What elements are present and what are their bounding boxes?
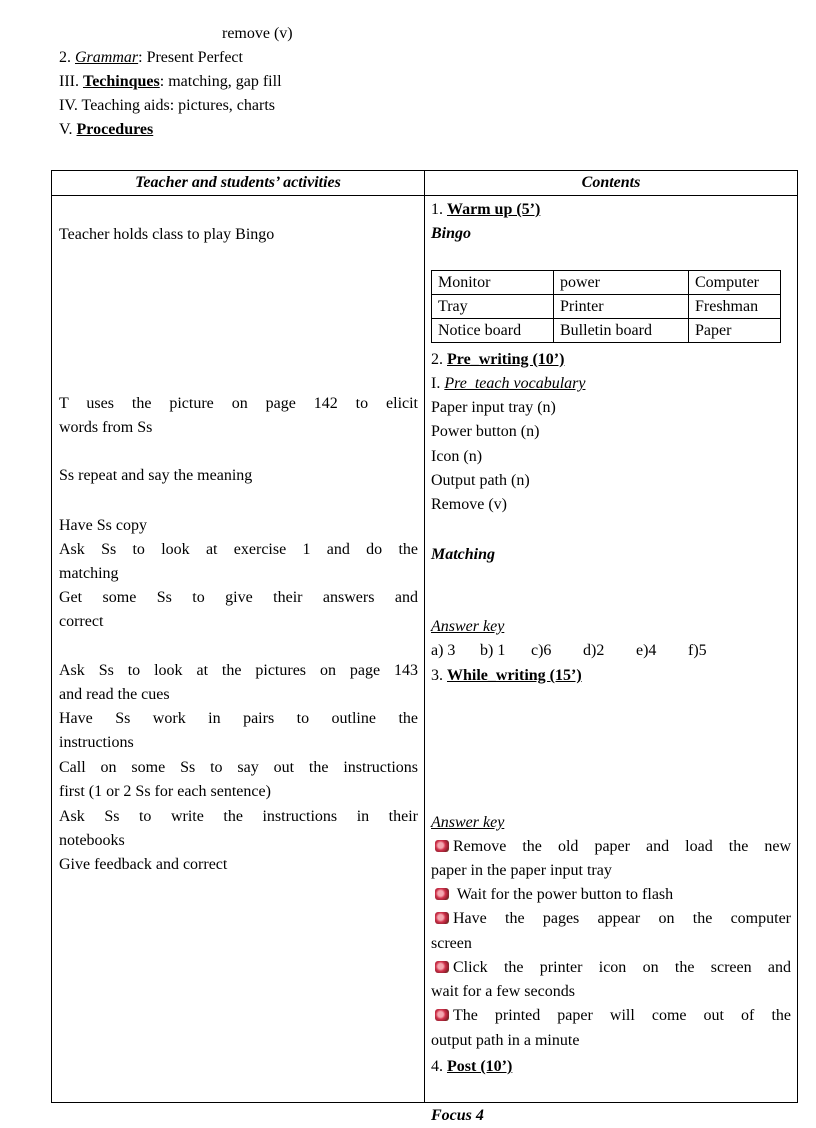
- while-writing-number: 3.: [431, 667, 447, 684]
- answer-key-label: Answer key: [431, 618, 505, 635]
- vocab-item: Output path (n): [431, 472, 530, 489]
- while-writing-label: While_writing (15’): [447, 667, 582, 684]
- techniques-label: Techinques: [82, 73, 160, 90]
- answer-key-item: b) 1: [480, 642, 506, 659]
- contents-cell: [425, 196, 798, 1124]
- col-header-activities: Teacher and students’ activities: [52, 171, 425, 196]
- activity-line: Have Ss copy: [59, 517, 147, 534]
- vocab-item: Remove (v): [431, 496, 507, 513]
- prewriting-number: 2.: [431, 351, 447, 368]
- preteach-label: Pre_teach vocabulary: [444, 375, 586, 392]
- activity-line: matching: [59, 565, 119, 582]
- instruction-line: output path in a minute: [431, 1032, 580, 1049]
- activity-line: Have Ss work in pairs to outline the: [59, 710, 418, 727]
- bingo-cell: Paper: [689, 319, 781, 343]
- instruction-line: Have the pages appear on the computer: [435, 907, 791, 931]
- activity-line: T uses the picture on page 142 to elicit: [59, 395, 418, 412]
- bingo-row: [432, 319, 781, 343]
- techniques-number: III.: [59, 73, 83, 90]
- bingo-cell: Tray: [432, 295, 554, 319]
- activity-line: Get some Ss to give their answers and: [59, 589, 418, 606]
- procedures-table-body: [52, 196, 798, 1103]
- activities-cell: [52, 196, 425, 1103]
- activity-line: Ss repeat and say the meaning: [59, 467, 253, 484]
- lesson-header: [59, 22, 759, 142]
- instruction-line: screen: [431, 935, 472, 952]
- procedures-number: V.: [59, 121, 77, 138]
- grammar-label: Grammar: [75, 49, 139, 66]
- instruction-line: The printed paper will come out of the: [435, 1004, 791, 1028]
- prewriting-label: Pre_writing (10’): [447, 351, 565, 368]
- grammar-number: 2.: [59, 49, 75, 66]
- flower-bullet-icon: [435, 888, 449, 900]
- preteach-number: I.: [431, 375, 445, 392]
- techniques-text: : matching, gap fill: [159, 73, 282, 90]
- while-writing-heading: [431, 664, 791, 688]
- col-header-contents: Contents: [425, 171, 798, 196]
- activity-line: Call on some Ss to say out the instructions: [59, 759, 418, 776]
- bingo-cell: Computer: [689, 271, 781, 295]
- header-aids-line: IV. Teaching aids: pictures, charts: [59, 97, 276, 114]
- activity-line: instructions: [59, 734, 134, 751]
- activity-line: words from Ss: [59, 419, 153, 436]
- grammar-text: : Present Perfect: [138, 49, 243, 66]
- post-heading: [431, 1055, 791, 1079]
- post-label: Post (10’): [447, 1058, 513, 1075]
- warmup-label: Warm up (5’): [447, 201, 541, 218]
- answer-key-item: f)5: [688, 642, 707, 659]
- bingo-row: [432, 271, 781, 295]
- warmup-number: 1.: [431, 201, 447, 218]
- header-procedures-line: [59, 118, 759, 142]
- answer-key-label-2: Answer key: [431, 814, 505, 831]
- answer-key-item: d)2: [583, 642, 605, 659]
- matching-title: Matching: [431, 546, 496, 563]
- flower-bullet-icon: [435, 1009, 449, 1021]
- procedures-label: Procedures: [76, 121, 154, 138]
- bingo-grid: [431, 270, 781, 343]
- vocab-item: Paper input tray (n): [431, 399, 556, 416]
- header-remove-line: remove (v): [222, 25, 293, 42]
- bingo-cell: Notice board: [432, 319, 554, 343]
- instruction-line: wait for a few seconds: [431, 983, 575, 1000]
- instruction-line: Click the printer icon on the screen and: [435, 956, 791, 980]
- prewriting-heading: [431, 348, 791, 372]
- warmup-heading: [431, 198, 791, 222]
- activity-line: first (1 or 2 Ss for each sentence): [59, 783, 271, 800]
- bingo-cell: Printer: [554, 295, 689, 319]
- flower-bullet-icon: [435, 840, 449, 852]
- bingo-cell: Freshman: [689, 295, 781, 319]
- answer-key-item: a) 3: [431, 642, 456, 659]
- flower-bullet-icon: [435, 912, 449, 924]
- procedures-table-header: [52, 171, 798, 196]
- activity-line: and read the cues: [59, 686, 170, 703]
- header-grammar-line: [59, 46, 759, 70]
- focus-title: Focus 4: [431, 1107, 484, 1124]
- activity-line: Ask Ss to look at the pictures on page 143: [59, 662, 418, 679]
- activity-line: notebooks: [59, 832, 125, 849]
- activity-line: Teacher holds class to play Bingo: [59, 226, 275, 243]
- vocab-item: Icon (n): [431, 448, 483, 465]
- activity-line: correct: [59, 613, 104, 630]
- bingo-title: Bingo: [431, 225, 472, 242]
- instruction-line: Wait for the power button to flash: [435, 883, 791, 907]
- activity-line: Ask Ss to look at exercise 1 and do the: [59, 541, 418, 558]
- vocab-item: Power button (n): [431, 423, 540, 440]
- answer-key-item: e)4: [636, 642, 657, 659]
- bingo-row: [432, 295, 781, 319]
- preteach-heading: [431, 372, 791, 396]
- instruction-line: Remove the old paper and load the new: [435, 835, 791, 859]
- activity-line: Ask Ss to write the instructions in their: [59, 808, 418, 825]
- bingo-cell: power: [554, 271, 689, 295]
- answer-key-item: c)6: [531, 642, 552, 659]
- header-techniques-line: [59, 70, 759, 94]
- bingo-cell: Monitor: [432, 271, 554, 295]
- bingo-cell: Bulletin board: [554, 319, 689, 343]
- procedures-table: [51, 170, 798, 1124]
- flower-bullet-icon: [435, 961, 449, 973]
- activity-line: Give feedback and correct: [59, 856, 228, 873]
- answer-key-values: [431, 639, 791, 663]
- instruction-line: paper in the paper input tray: [431, 862, 612, 879]
- post-number: 4.: [431, 1058, 447, 1075]
